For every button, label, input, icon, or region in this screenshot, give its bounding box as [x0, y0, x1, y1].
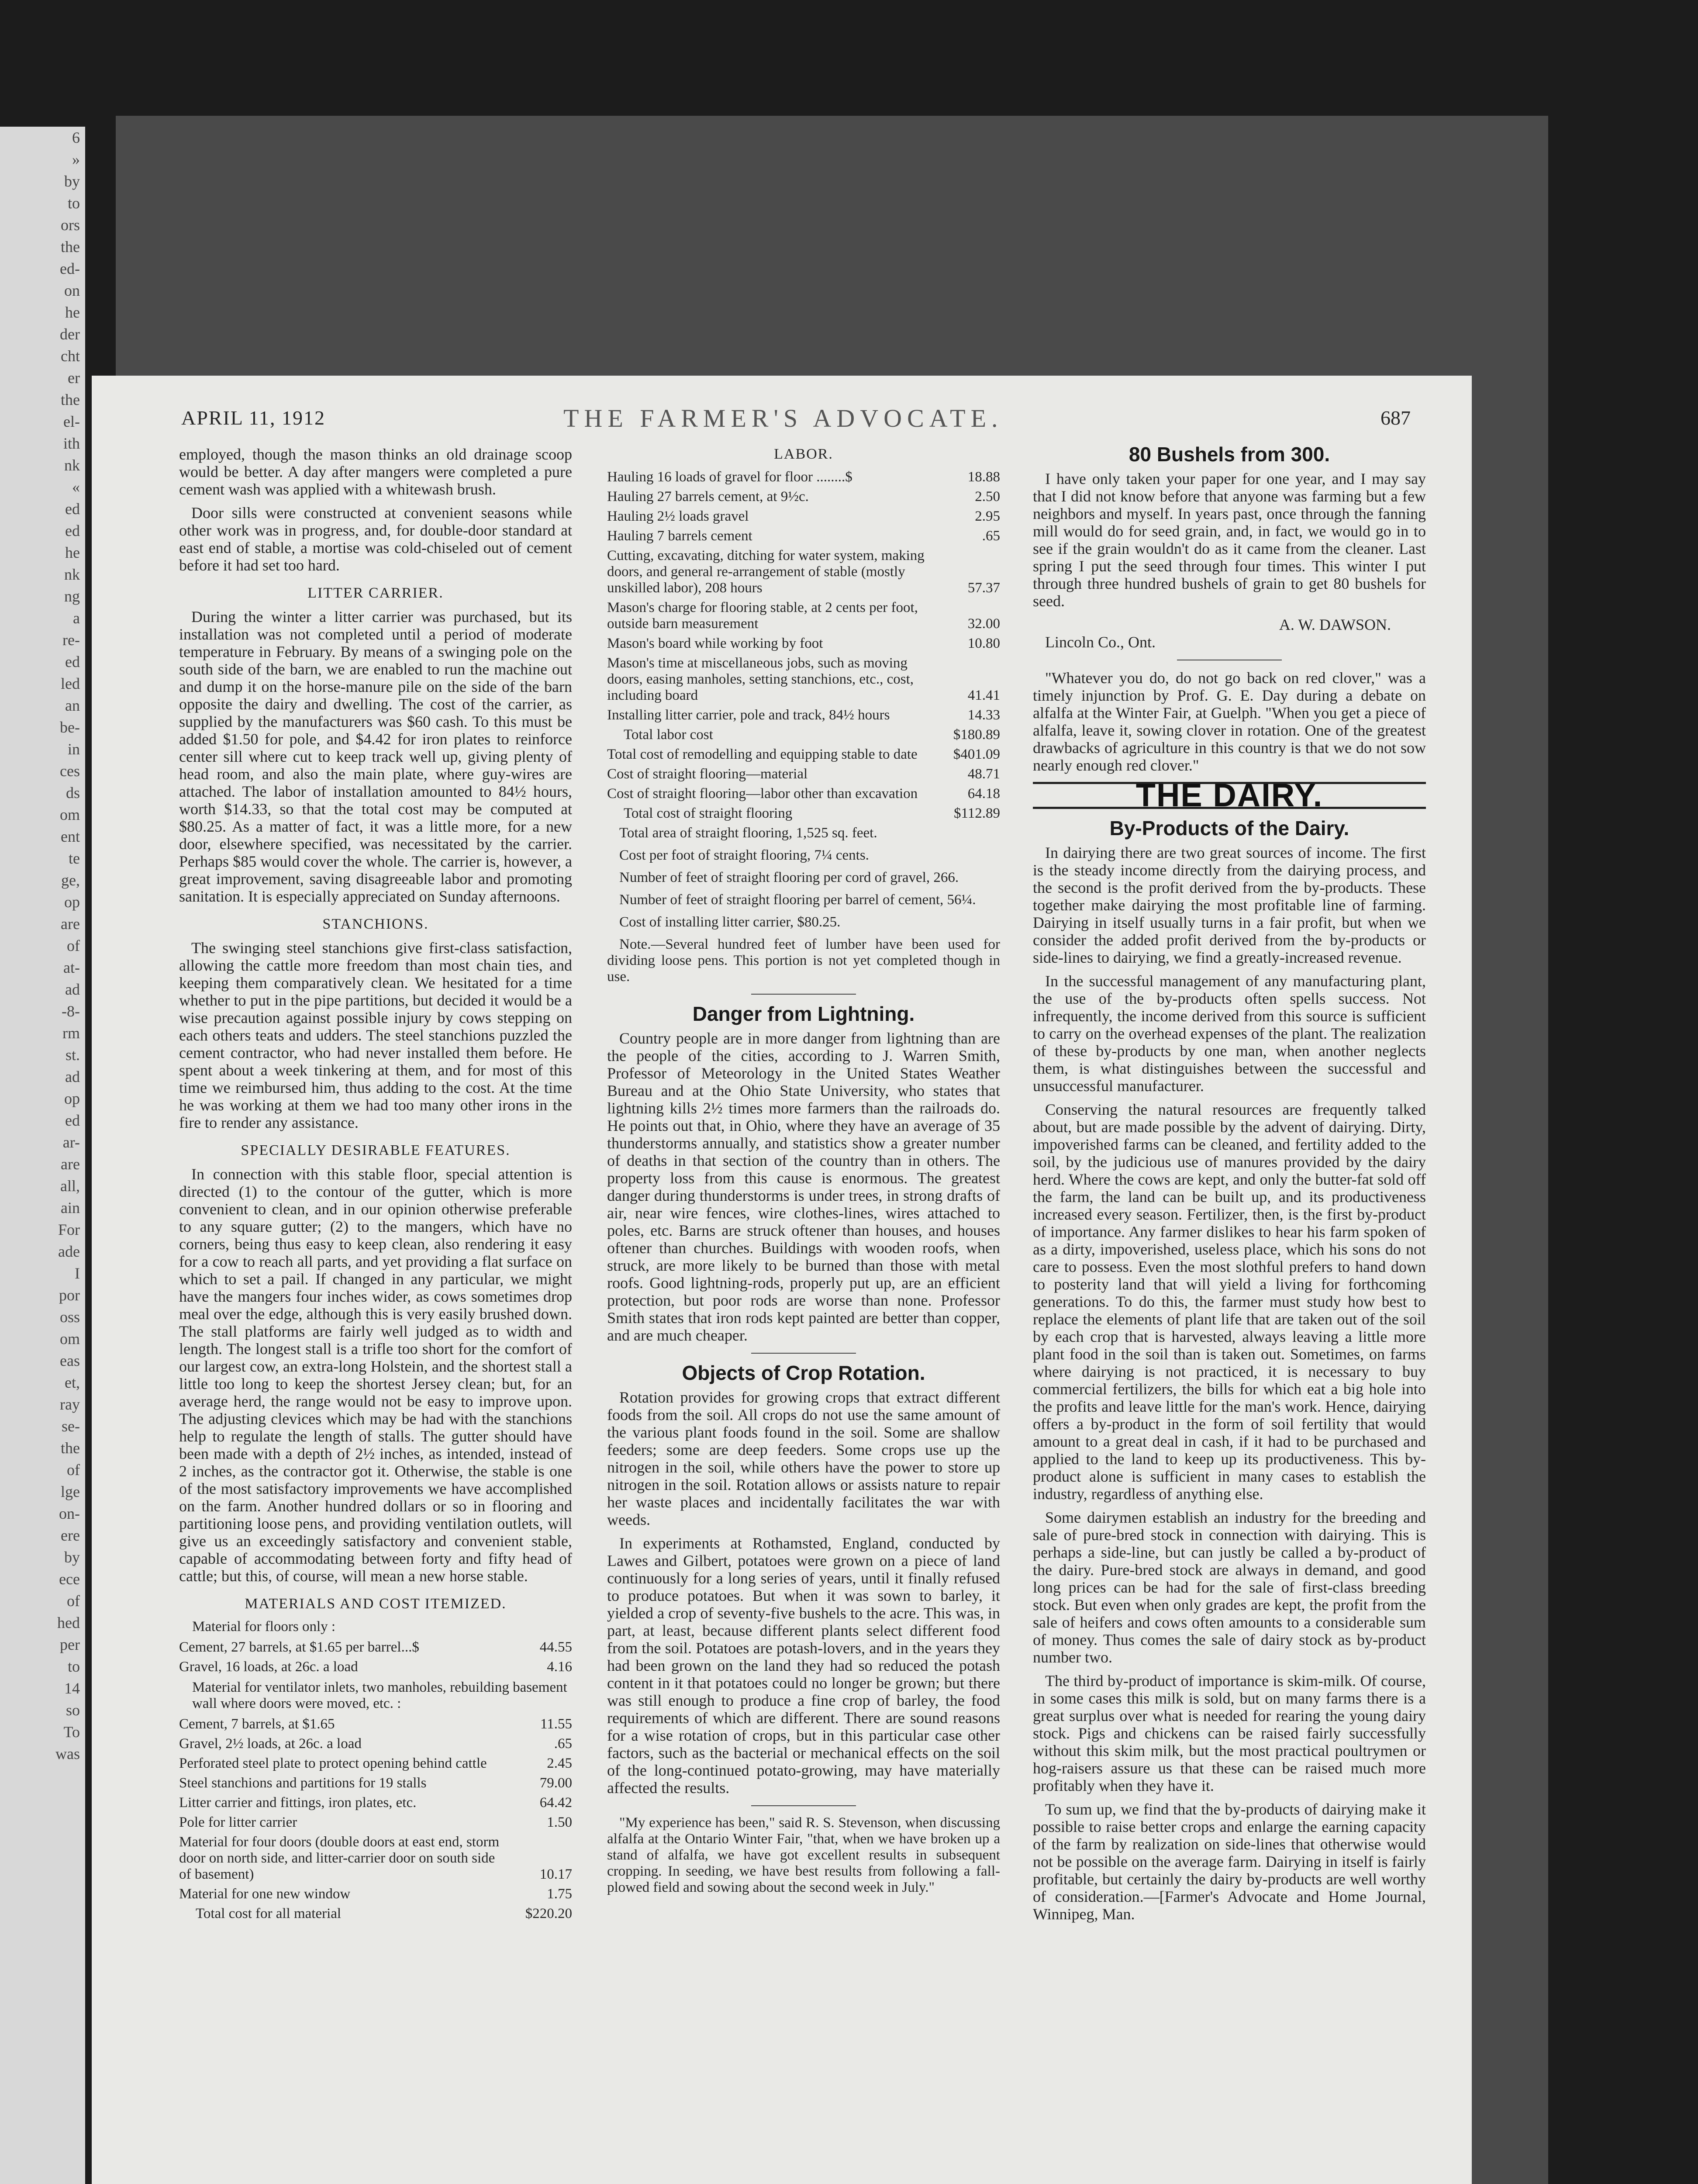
adjacent-page-fragment: ed [65, 500, 80, 518]
adjacent-page-fragment: the [61, 391, 80, 408]
paragraph: In dairying there are two great sources of income. The first is the steady income directly from the dairying process, and the second is the profit derived from the by-products. These together make dairying the most profitable line of farming. Dairying in itself usually turns in a fair profit, but when we consider the added profit derived from the by-products or side-lines to dairying, we find a greatly-increased revenue. [1033, 844, 1426, 966]
adjacent-page-fragment: om [59, 1330, 80, 1348]
section-heading: SPECIALLY DESIRABLE FEATURES. [241, 1142, 511, 1158]
column-left [179, 446, 572, 1925]
page-number: 687 [1380, 407, 1411, 429]
adjacent-page-fragment: he [65, 304, 80, 321]
adjacent-page-fragment: ade [58, 1243, 80, 1260]
cost-row: Total cost of remodelling and equipping stable to date $401.09 [607, 746, 1000, 762]
paragraph: I have only taken your paper for one year, and I may say that I did not know before that anyone was farming but a few neighbors and myself. In years past, once through the fanning mill would do for seed grain, and, in fact, we would go in to see if the grain wouldn't do as it came from the cleaner. Last spring I put the seed through four times. This winter I put through three hundred bushels of grain to get 80 bushels for seed. [1033, 470, 1426, 610]
article-headline: Objects of Crop Rotation. [682, 1362, 925, 1384]
adjacent-page-fragment: per [60, 1636, 80, 1653]
adjacent-page-fragment: of [67, 1461, 80, 1479]
cost-row: Perforated steel plate to protect opening behind cattle 2.45 [179, 1755, 572, 1771]
adjacent-page-fragment: nk [64, 456, 80, 474]
article-headline: By-Products of the Dairy. [1109, 817, 1349, 840]
adjacent-page-fragment: por [59, 1286, 80, 1304]
cost-row: Cost of straight flooring—labor other than excavation 64.18 [607, 786, 1000, 802]
divider [751, 1353, 856, 1354]
statistic-line: Cost per foot of straight flooring, 7¼ cents. [619, 847, 869, 863]
adjacent-page-fragment: ed- [60, 260, 80, 277]
adjacent-page-fragment: to [67, 1658, 80, 1675]
adjacent-page-fragment: cht [61, 347, 80, 365]
statistic-line: Number of feet of straight flooring per barrel of cement, 56¼. [619, 892, 976, 908]
adjacent-page-fragment: of [67, 1592, 80, 1610]
statistic-line: Total area of straight flooring, 1,525 sq. feet. [619, 825, 877, 841]
adjacent-page-fragment: I [75, 1265, 80, 1282]
adjacent-page-fragment: ent [61, 828, 80, 845]
adjacent-page-fragment: by [64, 1548, 80, 1566]
section-heading: LABOR. [774, 446, 833, 462]
cost-total-row: Total cost of straight flooring $112.89 [624, 805, 1000, 821]
cost-row: Installing litter carrier, pole and track, 84½ hours 14.33 [607, 707, 1000, 723]
adjacent-page-fragment: el- [63, 413, 80, 430]
adjacent-page-fragment: st. [65, 1046, 80, 1064]
adjacent-page-fragment: led [61, 675, 80, 692]
adjacent-page-fragment: ain [61, 1199, 80, 1216]
adjacent-page-fragment: « [72, 478, 80, 496]
statistic-line: Cost of installing litter carrier, $80.25. [619, 914, 841, 930]
adjacent-page-fragment: er [68, 369, 80, 387]
paragraph: employed, though the mason thinks an old drainage scoop would be better. A day after mangers were completed a pure cement wash was applied with a whitewash brush. [179, 446, 572, 498]
cost-row: Pole for litter carrier 1.50 [179, 1814, 572, 1830]
adjacent-page-fragment: are [61, 915, 80, 933]
quote-paragraph: "My experience has been," said R. S. Stevenson, when discussing alfalfa at the Ontario Winter Fair, "that, when we have broken up a stand of alfalfa, we have got excellent results in subsequent cropping. In seeding, we have best results from following a fall-plowed field and sowing about the second week in July." [607, 1815, 1000, 1895]
adjacent-page-fragment: the [61, 1439, 80, 1457]
adjacent-page-fragment: ar- [62, 1133, 80, 1151]
column-middle [607, 446, 1000, 1902]
adjacent-page-fragment: a [73, 609, 80, 627]
note-paragraph: Note.—Several hundred feet of lumber have been used for dividing loose pens. This portion is not yet completed though in use. [607, 936, 1000, 985]
cost-group-label: Material for floors only : [192, 1619, 336, 1635]
paragraph: Some dairymen establish an industry for the breeding and sale of pure-bred stock in connection with dairying. This is perhaps a side-line, but can justly be called a by-product of the dairy. Pure-bred stock are always in demand, and good long prices can be had for the sale of first-class breeding stock. But even when only grades are kept, the profit from the sale of heifers and cows often amounts to a considerable sum of money. Thus comes the sale of dairy stock as by-product number two. [1033, 1509, 1426, 1666]
divider [751, 1805, 856, 1806]
adjacent-page-fragment: ere [61, 1527, 80, 1544]
cost-row: Mason's charge for flooring stable, at 2 cents per foot, outside barn measurement 32.00 [607, 600, 1000, 632]
section-heading: LITTER CARRIER. [307, 585, 444, 601]
paragraph: The swinging steel stanchions give first-class satisfaction, allowing the cattle more freedom than most chain ties, and keeping them comparatively clean. We hesitated for a time whether to put in the pipe partitions, but decided it would be a wise precaution against possible injury by cows stepping on each others teats and udders. The steel stanchions puzzled the cement contractor, who had never installed them before. He spent about a week tinkering at them, and for most of this time we reimbursed him, thus adding to the cost. At the time he was working at them we had too many other irons in the fire to render any assistance. [179, 939, 572, 1131]
paragraph: Conserving the natural resources are frequently talked about, but are made possible by the advent of dairying. Dirty, impoverished farms can be cleaned, and fertility added to the soil, by the judicious use of manures provided by the dairy herd. Where the cows are kept, and only the butter-fat sold off the farm, the land can be built up, and its productiveness increased every season. Fertilizer, then, is the first by-product of importance. Any farmer dislikes to hear his farm spoken of as a dirty, impoverished, useless place, which his sons do not care to possess. Even the most slothful prefers to hand down to posterity land that will yield a living for forthcoming generations. To do this, the farmer must study how best to replace the elements of plant life that are taken out of the soil by each crop that is harvested, always leaving a little more plant food in the soil than is taken out. Sometimes, on farms where dairying is not practiced, it is necessary to buy commercial fertilizers, the bills for which eat a big hole into the profits and leave little for the man's work. Hence, dairying offers a by-product in the form of soil fertility that would amount to a great deal in cash, if it had to be purchased and applied to the land to keep up its productiveness. This by-product alone is sufficient in many cases to establish the industry, regardless of anything else. [1033, 1101, 1426, 1503]
adjacent-page-fragment: on [64, 282, 80, 299]
adjacent-page-fragment: he [65, 544, 80, 561]
adjacent-page-fragment: ad [65, 1068, 80, 1085]
cost-row: Material for one new window 1.75 [179, 1886, 572, 1902]
adjacent-page-fragment: eas [60, 1352, 80, 1369]
article-headline: 80 Bushels from 300. [1129, 443, 1330, 466]
department-banner: THE DAIRY. [1033, 782, 1426, 809]
cost-row: Cost of straight flooring—material 48.71 [607, 766, 1000, 782]
cost-row: Hauling 7 barrels cement .65 [607, 528, 1000, 544]
newspaper-page [92, 376, 1472, 2184]
cost-row: Cutting, excavating, ditching for water system, making doors, and general re-arrangement of stable (mostly unskilled labor), 208 hours 57.37 [607, 548, 1000, 596]
adjacent-page-fragment: » [72, 151, 80, 168]
paragraph: In connection with this stable floor, special attention is directed (1) to the contour of the gutter, which is more convenient to clean, and in our opinion otherwise preferable to any square gutter; (2) to the mangers, which have no corners, being thus easy to keep clean, also rendering it easy for a cow to reach all parts, and yet providing a flat surface on which to set a pail. If changed in any particular, we might have the mangers four inches wider, as cows sometimes drop meal over the edge, although this is very easily brushed down. The stall platforms are fairly well judged as to width and length. The longest stall is a trifle too short for the comfort of our largest cow, an extra-long Holstein, and the shortest stall a little too long to keep the shortest Jersey clean; but, for an average herd, the range would not be easy to improve upon. The adjusting clevices which may be had with the stanchions help to regulate the length of stalls. The gutter should have been made with a depth of 2½ inches, as intended, instead of 2 inches, as the contractor got it. Otherwise, the stable is one of the most satisfactory improvements we have accomplished on the farm. Another hundred dollars or so in flooring and partitioning loose pens, and providing ventilation outlets, will give us an exceedingly satisfactory and convenient stable, capable of accommodating between forty and fifty head of cattle; but this, of course, will mean a new horse stable. [179, 1165, 572, 1585]
adjacent-page-fragment: ors [61, 216, 80, 234]
signature-location: Lincoln Co., Ont. [1045, 633, 1156, 651]
adjacent-page-fragment: et, [65, 1374, 80, 1391]
adjacent-page-fragment: was [55, 1745, 80, 1762]
adjacent-page-fragment: ed [65, 653, 80, 670]
cost-row: Mason's board while working by foot 10.80 [607, 636, 1000, 651]
cost-total-row: Total labor cost $180.89 [624, 727, 1000, 743]
paragraph: To sum up, we find that the by-products of dairying make it possible to raise better crops and enlarge the earning capacity of the farm by realization on side-lines that otherwise would not be possible on the average farm. Dairying in itself is fairly profitable, but certainly the dairy by-products are well worthy of consideration.—[Farmer's Advocate and Home Journal, Winnipeg, Man. [1033, 1800, 1426, 1923]
adjacent-page-fragment: 6 [72, 129, 80, 146]
section-heading: MATERIALS AND COST ITEMIZED. [245, 1596, 507, 1612]
adjacent-page-fragment: To [63, 1723, 80, 1741]
adjacent-page-fragment: ces [60, 762, 80, 780]
adjacent-page-fragment: ge, [61, 871, 80, 889]
cost-row: Steel stanchions and partitions for 19 stalls 79.00 [179, 1775, 572, 1791]
cost-row: Mason's time at miscellaneous jobs, such as moving doors, easing manholes, setting stanchions, etc., cost, including board 41.41 [607, 655, 1000, 703]
article-headline: Danger from Lightning. [692, 1002, 915, 1025]
cost-row: Gravel, 16 loads, at 26c. a load 4.16 [179, 1659, 572, 1675]
cost-group-label: Material for ventilator inlets, two manholes, rebuilding basement wall where doors were moved, etc. : [192, 1679, 567, 1711]
page-header [92, 406, 1472, 441]
masthead: THE FARMER'S ADVOCATE. [563, 404, 1003, 432]
adjacent-page-fragment: rm [62, 1024, 80, 1042]
adjacent-page-fragment: om [59, 806, 80, 823]
adjacent-page-fragment: by [64, 173, 80, 190]
adjacent-page-fragment: -8- [62, 1002, 80, 1020]
adjacent-page-fragment: se- [62, 1417, 80, 1435]
adjacent-page-fragment: te [69, 850, 80, 867]
paragraph: In the successful management of any manufacturing plant, the use of the by-products often spells success. Not infrequently, the income derived from this source is sufficient to carry on the overhead expenses of the plant. The realization of these by-products by one man, when another neglects them, is what distinguishes between the successful and unsuccessful manufacturer. [1033, 972, 1426, 1095]
cost-row: Litter carrier and fittings, iron plates, etc. 64.42 [179, 1795, 572, 1811]
adjacent-page-fragment: re- [62, 631, 80, 649]
cost-total-row: Total cost for all material $220.20 [196, 1906, 572, 1921]
adjacent-page-fragment: lge [61, 1483, 80, 1500]
adjacent-page-fragment: to [67, 194, 80, 212]
cost-row: Cement, 7 barrels, at $1.65 11.55 [179, 1716, 572, 1732]
adjacent-page-fragment: ed [65, 522, 80, 539]
adjacent-page-fragment: ed [65, 1112, 80, 1129]
adjacent-page-fragment: so [66, 1701, 80, 1719]
paragraph: Country people are in more danger from lightning than are the people of the cities, according to J. Warren Smith, Professor of Meteorology in the United States Weather Bureau and at the Ohio State University, who states that lightning kills 2½ times more farmers than the railroads do. He points out that, in Ohio, where they have an average of 35 thunderstorms annually, and statistics show a greater number of deaths in that section of the country than in others. The property loss from this cause is enormous. The greatest danger during thunderstorms is under trees, in strong drafts of air, near wire fences, wire clothes-lines, wires attached to poles, etc. Barns are struck oftener than houses, and houses oftener than churches. Buildings with wooden roofs, when struck, are more likely to be burned than those with metal roofs. Good lightning-rods, properly put up, are an efficient protection, but poor rods are worse than none. Professor Smith states that iron rods kept painted are better than copper, and are much cheaper. [607, 1030, 1000, 1344]
adjacent-page-fragment: all, [60, 1177, 80, 1195]
cost-row: Cement, 27 barrels, at $1.65 per barrel...$ 44.55 [179, 1639, 572, 1655]
divider [751, 994, 856, 995]
cost-row: Hauling 16 loads of gravel for floor ........$ 18.88 [607, 469, 1000, 485]
paragraph: Rotation provides for growing crops that extract different foods from the soil. All crops do not use the same amount of the various plant foods found in the soil. Some are shallow feeders; some are deep feeders. Some crops use up the nitrogen in the soil, while others have the power to store up nitrogen in the soil. Rotation allows or assists nature to repair her waste places and incidentally facilitates the war with weeds. [607, 1389, 1000, 1528]
cost-row: Hauling 27 barrels cement, at 9½c. 2.50 [607, 489, 1000, 505]
cost-row: Gravel, 2½ loads, at 26c. a load .65 [179, 1736, 572, 1752]
adjacent-page-fragment: oss [59, 1308, 80, 1326]
adjacent-page-fragment: der [60, 325, 80, 343]
adjacent-page-fragment: For [58, 1221, 80, 1238]
adjacent-page-fragment: hed [57, 1614, 80, 1631]
adjacent-page-fragment: ith [63, 435, 80, 452]
adjacent-page-strip [0, 127, 85, 2184]
adjacent-page-fragment: are [61, 1155, 80, 1173]
cost-row: Hauling 2½ loads gravel 2.95 [607, 508, 1000, 524]
adjacent-page-fragment: of [67, 937, 80, 954]
adjacent-page-fragment: op [64, 893, 80, 911]
adjacent-page-fragment: op [64, 1090, 80, 1107]
adjacent-page-fragment: at- [63, 959, 80, 976]
column-right [1033, 443, 1426, 1929]
adjacent-page-fragment: in [67, 740, 80, 758]
paragraph: During the winter a litter carrier was purchased, but its installation was not completed until a period of moderate temperature in February. By means of a swinging pole on the south side of the barn, we are enabled to run the machine out and dump it on the horse-manure pile on the side of the barn opposite the dairy and dwelling. The cost of the carrier, as supplied by the manufacturers was $60 cash. To this must be added $1.50 for pole, and $4.42 for iron plates to reinforce center sill where cut to keep track well up, giving plenty of head room, and also the main plate, where guy-wires are attached. The labor of installation amounted to 84½ hours, worth $14.33, so that the total cost may be computed at $80.25. As a matter of fact, it was a little more, for a new door, elsewhere specified, was necessitated by the carrier. Perhaps $85 would cover the whole. The carrier is, however, a great improvement, saving disagreeable labor and promoting sanitation. It is especially appreciated on Sunday afternoons. [179, 608, 572, 905]
adjacent-page-fragment: 14 [64, 1679, 80, 1697]
paragraph: In experiments at Rothamsted, England, conducted by Lawes and Gilbert, potatoes were grown on a piece of land continuously for a long series of years, until it finally refused to produce potatoes. But when it was sown to barley, it yielded a crop of seventy-five bushels to the acre. This was, in part, at least, because different plants select different food from the soil. Potatoes are potash-lovers, and in the years they had been grown on the land they had so reduced the potash content in it that potatoes could no longer be grown; but there was still enough to produce a fine crop of barley, the food requirements of which are different. There are sound reasons for a wise rotation of crops, but in this particular case other factors, such as the bacterial or mechanical effects on the soil of the long-continued potato-growing, may have materially affected the results. [607, 1534, 1000, 1797]
adjacent-page-fragment: ng [64, 587, 80, 605]
adjacent-page-fragment: ds [66, 784, 80, 802]
adjacent-page-fragment: on- [59, 1505, 80, 1522]
adjacent-page-fragment: ece [59, 1570, 80, 1588]
paragraph: "Whatever you do, do not go back on red clover," was a timely injunction by Prof. G. E. Day during a debate on alfalfa at the Winter Fair, at Guelph. "When you get a piece of alfalfa, leave it, sowing clover in rotation. One of the greatest drawbacks of agriculture in this country is that we do not sow nearly enough red clover." [1033, 669, 1426, 774]
adjacent-page-fragment: ad [65, 981, 80, 998]
paragraph: Door sills were constructed at convenient seasons while other work was in progress, and, for double-door standard at east end of stable, a mortise was cold-chiseled out of cement before it had set too hard. [179, 504, 572, 574]
cost-row: Material for four doors (double doors at east end, storm door on north side, and litter-carrier door on south side of basement) 10.17 [179, 1834, 572, 1882]
statistic-line: Number of feet of straight flooring per cord of gravel, 266. [619, 870, 959, 885]
adjacent-page-fragment: the [61, 238, 80, 256]
signature: A. W. DAWSON. [1279, 616, 1391, 633]
issue-date: APRIL 11, 1912 [181, 407, 325, 429]
adjacent-page-fragment: ray [60, 1396, 80, 1413]
section-heading: STANCHIONS. [322, 916, 429, 932]
adjacent-page-fragment: nk [64, 566, 80, 583]
paragraph: The third by-product of importance is skim-milk. Of course, in some cases this milk is sold, but on many farms there is a great surplus over what is needed for rearing the young dairy stock. Pigs and chickens can be raised fairly successfully without this skim milk, but the most practical poultrymen or hog-raisers assure us that these can be raised much more profitably when they have it. [1033, 1672, 1426, 1794]
adjacent-page-fragment: an [65, 697, 80, 714]
adjacent-page-fragment: be- [60, 719, 80, 736]
